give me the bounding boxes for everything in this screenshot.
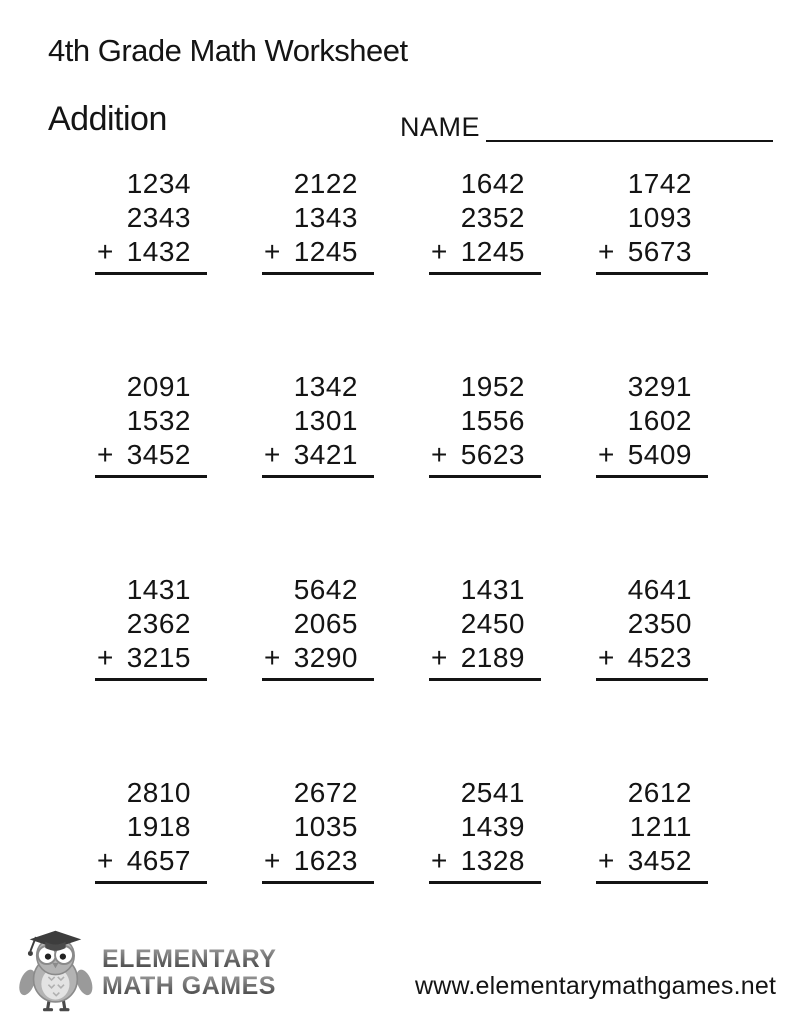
addend-value: 2065 [293, 608, 358, 639]
addend-value: 1342 [293, 371, 358, 402]
addend-value: 1642 [460, 168, 525, 199]
addend-row [596, 573, 708, 607]
section-label: Addition [48, 100, 167, 138]
addition-problem [596, 776, 708, 884]
answer-blank-line [262, 272, 374, 275]
addend-value: 3452 [126, 439, 191, 470]
addend-row [596, 641, 708, 675]
addend-row [429, 167, 541, 201]
addend-row [596, 370, 708, 404]
addend-row [95, 235, 207, 269]
addend-value: 4523 [627, 642, 692, 673]
answer-blank-line [262, 475, 374, 478]
addend-row [95, 844, 207, 878]
addition-problem [262, 573, 374, 681]
plus-operator-icon: + [97, 845, 114, 876]
addend-value: 1211 [629, 811, 692, 842]
answer-blank-line [429, 881, 541, 884]
plus-operator-icon: + [431, 845, 448, 876]
problems-grid [95, 167, 708, 884]
addend-value: 4657 [126, 845, 191, 876]
addend-row [262, 844, 374, 878]
addend-value: 1093 [627, 202, 692, 233]
addend-value: 3421 [293, 439, 358, 470]
addend-row [596, 810, 708, 844]
addend-row [95, 573, 207, 607]
answer-blank-line [95, 678, 207, 681]
addend-row [262, 404, 374, 438]
addend-value: 1431 [126, 574, 191, 605]
addend-value: 1245 [293, 236, 358, 267]
name-blank-line [486, 111, 773, 142]
answer-blank-line [95, 272, 207, 275]
name-label: NAME [400, 112, 481, 142]
addend-row [262, 810, 374, 844]
answer-blank-line [429, 272, 541, 275]
plus-operator-icon: + [431, 236, 448, 267]
addition-problem [429, 370, 541, 478]
addend-row [262, 370, 374, 404]
plus-operator-icon: + [97, 642, 114, 673]
addend-row [262, 776, 374, 810]
addition-problem [262, 370, 374, 478]
addition-problem [262, 776, 374, 884]
addition-problem [95, 573, 207, 681]
plus-operator-icon: + [598, 236, 615, 267]
addend-row [429, 607, 541, 641]
addend-value: 5623 [460, 439, 525, 470]
addend-value: 1431 [460, 574, 525, 605]
addend-value: 1245 [460, 236, 525, 267]
website-url: www.elementarymathgames.net [415, 972, 777, 1000]
logo-wordmark [102, 947, 276, 999]
addend-row [95, 167, 207, 201]
addend-value: 5673 [627, 236, 692, 267]
addend-row [95, 438, 207, 472]
addend-row [262, 641, 374, 675]
plus-operator-icon: + [431, 642, 448, 673]
logo-line-elementary: ELEMENTARY [102, 945, 277, 973]
addend-value: 1742 [627, 168, 692, 199]
addend-value: 1432 [126, 236, 191, 267]
addition-problem [596, 167, 708, 275]
addend-row [596, 201, 708, 235]
addition-problem [596, 370, 708, 478]
addend-value: 2450 [460, 608, 525, 639]
answer-blank-line [262, 881, 374, 884]
addend-value: 1439 [460, 811, 525, 842]
addend-value: 2189 [460, 642, 525, 673]
addend-value: 5409 [627, 439, 692, 470]
addend-row [95, 404, 207, 438]
addend-value: 1602 [627, 405, 692, 436]
addend-value: 3290 [293, 642, 358, 673]
addend-row [95, 201, 207, 235]
plus-operator-icon: + [431, 439, 448, 470]
addend-row [262, 235, 374, 269]
addend-value: 2362 [126, 608, 191, 639]
addend-row [596, 607, 708, 641]
page-title: 4th Grade Math Worksheet [48, 33, 408, 68]
addend-row [596, 776, 708, 810]
plus-operator-icon: + [264, 845, 281, 876]
addend-value: 1328 [460, 845, 525, 876]
addend-row [95, 810, 207, 844]
elementary-math-games-logo [14, 924, 276, 1022]
addend-row [95, 607, 207, 641]
addend-value: 1301 [293, 405, 358, 436]
addition-problem [429, 776, 541, 884]
answer-blank-line [596, 475, 708, 478]
addend-value: 5642 [293, 574, 358, 605]
addend-value: 3452 [627, 845, 692, 876]
addend-row [596, 167, 708, 201]
addend-value: 1556 [460, 405, 525, 436]
addend-row [262, 438, 374, 472]
addend-row [262, 167, 374, 201]
answer-blank-line [596, 678, 708, 681]
plus-operator-icon: + [598, 845, 615, 876]
answer-blank-line [596, 881, 708, 884]
addend-value: 1532 [126, 405, 191, 436]
addition-problem [596, 573, 708, 681]
addend-value: 3291 [627, 371, 692, 402]
addend-row [429, 776, 541, 810]
addend-value: 2672 [293, 777, 358, 808]
name-field [400, 111, 773, 142]
answer-blank-line [429, 475, 541, 478]
answer-blank-line [95, 475, 207, 478]
addend-row [429, 235, 541, 269]
addend-value: 1918 [126, 811, 191, 842]
addend-value: 1234 [126, 168, 191, 199]
addend-row [429, 573, 541, 607]
addend-row [95, 776, 207, 810]
addend-value: 4641 [627, 574, 692, 605]
addition-problem [429, 167, 541, 275]
addend-row [429, 404, 541, 438]
addend-row [596, 235, 708, 269]
answer-blank-line [95, 881, 207, 884]
answer-blank-line [429, 678, 541, 681]
addend-value: 2352 [460, 202, 525, 233]
addend-value: 1343 [293, 202, 358, 233]
addend-row [262, 607, 374, 641]
addend-row [429, 810, 541, 844]
addend-value: 2091 [126, 371, 191, 402]
addend-row [429, 438, 541, 472]
addend-value: 2810 [126, 777, 191, 808]
answer-blank-line [262, 678, 374, 681]
addend-row [596, 404, 708, 438]
addend-value: 2122 [293, 168, 358, 199]
addend-row [429, 844, 541, 878]
addition-problem [429, 573, 541, 681]
plus-operator-icon: + [598, 439, 615, 470]
plus-operator-icon: + [598, 642, 615, 673]
addend-value: 3215 [126, 642, 191, 673]
answer-blank-line [596, 272, 708, 275]
plus-operator-icon: + [264, 236, 281, 267]
addend-row [429, 641, 541, 675]
addend-value: 1952 [460, 371, 525, 402]
addition-problem [95, 370, 207, 478]
addend-value: 1035 [293, 811, 358, 842]
addend-value: 2612 [627, 777, 692, 808]
addend-row [262, 201, 374, 235]
plus-operator-icon: + [264, 439, 281, 470]
addend-row [262, 573, 374, 607]
addend-row [429, 201, 541, 235]
addend-row [95, 370, 207, 404]
plus-operator-icon: + [264, 642, 281, 673]
addition-problem [262, 167, 374, 275]
addend-value: 2541 [460, 777, 525, 808]
addend-row [95, 641, 207, 675]
addend-value: 2343 [126, 202, 191, 233]
addend-value: 1623 [293, 845, 358, 876]
plus-operator-icon: + [97, 236, 114, 267]
addition-problem [95, 167, 207, 275]
logo-line-math-games: MATH GAMES [102, 972, 276, 1000]
addend-value: 2350 [627, 608, 692, 639]
addend-row [596, 844, 708, 878]
owl-mascot-icon [14, 924, 100, 1022]
addition-problem [95, 776, 207, 884]
addend-row [596, 438, 708, 472]
plus-operator-icon: + [97, 439, 114, 470]
addend-row [429, 370, 541, 404]
